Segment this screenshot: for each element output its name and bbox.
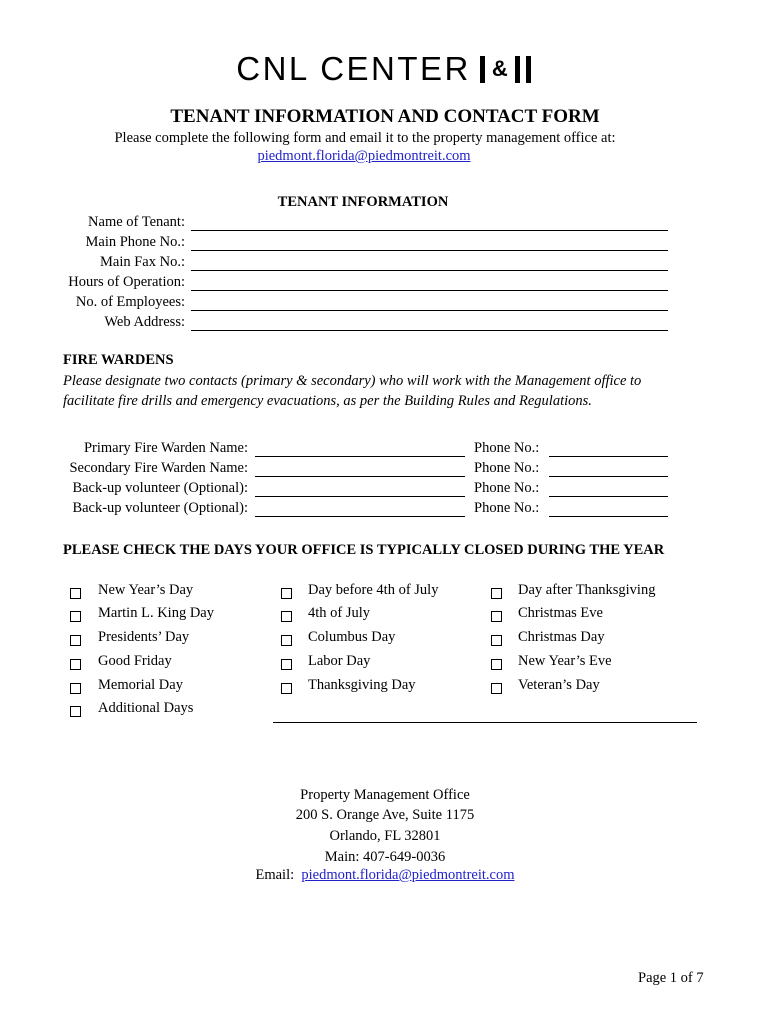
- main-fax-input[interactable]: [191, 270, 668, 271]
- main-phone-input[interactable]: [191, 250, 668, 251]
- checkbox-icon[interactable]: [281, 683, 292, 694]
- phone-label: Phone No.:: [474, 480, 540, 496]
- checkbox-icon[interactable]: [281, 635, 292, 646]
- office-email-line: [0, 867, 770, 884]
- page-number: Page 1 of 7: [638, 970, 704, 986]
- day-label: Day after Thanksgiving: [518, 582, 656, 598]
- tenant-field-label: Name of Tenant:: [88, 214, 185, 230]
- office-name: Property Management Office: [300, 787, 470, 803]
- logo-text: CNL CENTER: [236, 50, 471, 87]
- closed-days-heading: PLEASE CHECK THE DAYS YOUR OFFICE IS TYPICALLY CLOSED DURING THE YEAR: [63, 542, 665, 558]
- fire-wardens-description: facilitate fire drills and emergency evacuations, as per the Building Rules and Regulations.: [63, 393, 592, 409]
- warden-label: Back-up volunteer (Optional):: [72, 480, 248, 496]
- fire-warden-row: [0, 480, 770, 500]
- warden-name-input[interactable]: [255, 516, 465, 517]
- tenant-field-label: Main Phone No.:: [85, 234, 185, 250]
- tenant-field-row: [0, 274, 770, 294]
- checkbox-icon[interactable]: [491, 683, 502, 694]
- day-label: Memorial Day: [98, 677, 183, 693]
- office-email-link[interactable]: piedmont.florida@piedmontreit.com: [301, 867, 515, 883]
- tenant-name-input[interactable]: [191, 230, 668, 231]
- day-label: Columbus Day: [308, 629, 396, 645]
- warden-name-input[interactable]: [255, 476, 465, 477]
- day-label: Thanksgiving Day: [308, 677, 416, 693]
- checkbox-icon[interactable]: [491, 635, 502, 646]
- warden-phone-input[interactable]: [549, 476, 668, 477]
- checkbox-icon[interactable]: [70, 659, 81, 670]
- warden-phone-input[interactable]: [549, 456, 668, 457]
- checkbox-icon[interactable]: [70, 683, 81, 694]
- tenant-info-heading: TENANT INFORMATION: [277, 194, 449, 210]
- fire-warden-row: [0, 500, 770, 520]
- warden-phone-input[interactable]: [549, 516, 668, 517]
- day-label: Presidents’ Day: [98, 629, 190, 645]
- phone-label: Phone No.:: [474, 460, 540, 476]
- office-address-line1: 200 S. Orange Ave, Suite 1175: [295, 807, 475, 823]
- tenant-field-row: [0, 314, 770, 334]
- intro-text: Please complete the following form and email it to the property management office at:: [114, 130, 616, 146]
- day-label: New Year’s Day: [98, 582, 194, 598]
- phone-label: Phone No.:: [474, 500, 540, 516]
- phone-label: Phone No.:: [474, 440, 540, 456]
- tenant-field-row: [0, 254, 770, 274]
- logo-amp: &: [491, 56, 508, 81]
- day-label: Labor Day: [308, 653, 371, 669]
- warden-name-input[interactable]: [255, 496, 465, 497]
- day-label: 4th of July: [308, 605, 371, 621]
- day-label: Christmas Eve: [518, 605, 603, 621]
- tenant-field-label: Main Fax No.:: [100, 254, 185, 270]
- day-label: Martin L. King Day: [98, 605, 214, 621]
- tenant-field-label: Web Address:: [104, 314, 185, 330]
- fire-wardens-description: Please designate two contacts (primary & secondary) who will work with the Management office to: [63, 373, 642, 389]
- tenant-field-label: Hours of Operation:: [68, 274, 185, 290]
- checkbox-icon[interactable]: [281, 588, 292, 599]
- day-label: Veteran’s Day: [518, 677, 600, 693]
- office-phone: Main: 407-649-0036: [324, 849, 446, 865]
- checkbox-icon[interactable]: [491, 611, 502, 622]
- tenant-field-row: [0, 234, 770, 254]
- checkbox-icon[interactable]: [491, 588, 502, 599]
- checkbox-icon[interactable]: [281, 659, 292, 670]
- fire-warden-row: [0, 440, 770, 460]
- page-title: TENANT INFORMATION AND CONTACT FORM: [170, 106, 600, 127]
- warden-label: Primary Fire Warden Name:: [83, 440, 248, 456]
- warden-label: Secondary Fire Warden Name:: [69, 460, 248, 476]
- hours-input[interactable]: [191, 290, 668, 291]
- employees-input[interactable]: [191, 310, 668, 311]
- warden-phone-input[interactable]: [549, 496, 668, 497]
- day-label: Christmas Day: [518, 629, 605, 645]
- logo: [0, 50, 770, 86]
- tenant-field-label: No. of Employees:: [75, 294, 185, 310]
- checkbox-icon[interactable]: [70, 706, 81, 717]
- logo-bar-icon: [526, 56, 531, 83]
- email-label: Email:: [255, 867, 295, 883]
- web-address-input[interactable]: [191, 330, 668, 331]
- day-label: Day before 4th of July: [308, 582, 439, 598]
- additional-days-input[interactable]: [273, 722, 697, 723]
- fire-warden-row: [0, 460, 770, 480]
- office-address-line2: Orlando, FL 32801: [329, 828, 441, 844]
- checkbox-icon[interactable]: [281, 611, 292, 622]
- checkbox-icon[interactable]: [70, 611, 81, 622]
- fire-wardens-heading: FIRE WARDENS: [63, 352, 174, 368]
- tenant-field-row: [0, 294, 770, 314]
- contact-email-link[interactable]: piedmont.florida@piedmontreit.com: [257, 148, 471, 164]
- logo-bar-icon: [480, 56, 485, 83]
- day-label: New Year’s Eve: [518, 653, 612, 669]
- warden-label: Back-up volunteer (Optional):: [72, 500, 248, 516]
- checkbox-icon[interactable]: [491, 659, 502, 670]
- tenant-field-row: [0, 214, 770, 234]
- day-label: Additional Days: [98, 700, 194, 716]
- logo-bar-icon: [515, 56, 520, 83]
- checkbox-icon[interactable]: [70, 588, 81, 599]
- day-label: Good Friday: [98, 653, 172, 669]
- checkbox-icon[interactable]: [70, 635, 81, 646]
- warden-name-input[interactable]: [255, 456, 465, 457]
